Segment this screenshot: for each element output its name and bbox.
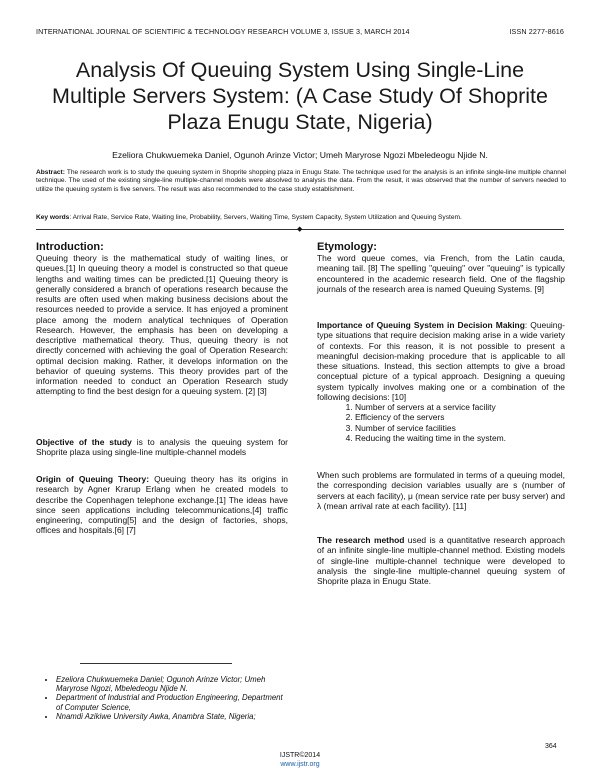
abstract: [36, 169, 566, 194]
research-method-text: used is a quantitative research approach of an infinite single-line multiple-channel method. Existing models of single-line multiple-channel technique were developed to analysis the single-line multiple-channel queuing system of Shoprite plaza in Enugu State.: [317, 535, 565, 586]
keywords-label: Key words: [36, 214, 70, 221]
research-method-paragraph: [317, 535, 565, 586]
paper-title: Analysis Of Queuing System Using Single-Line Multiple Servers System: (A Case Study Of Shoprite Plaza Enugu State, Nigeria): [52, 58, 548, 134]
objective-label: Objective of the study: [36, 437, 132, 447]
footer-link[interactable]: www.ijstr.org: [280, 761, 320, 768]
list-item: 4. Reducing the waiting time in the system.: [355, 433, 565, 443]
footnote-item: • Nnamdi Azikiwe University Awka, Anambra State, Nigeria;: [56, 712, 286, 721]
keywords-text: : Arrival Rate, Service Rate, Waiting line, Probability, Servers, Waiting Time, System Capacity, System Utilization and Queuing System.: [69, 214, 462, 221]
origin-paragraph: [36, 474, 288, 536]
page-number: 364: [545, 743, 557, 750]
abstract-label: Abstract:: [36, 169, 65, 176]
footnote-rule: [80, 663, 232, 664]
research-method-label: The research method: [317, 535, 405, 545]
etymology-text: The word queue comes, via French, from the Latin cauda, meaning tail. [8] The spelling "queuing" over "queuing" is typically encountered in the academic research field. One of the flagship journals of the research area is named Queuing Systems. [9]: [317, 253, 565, 294]
introduction-text: Queuing theory is the mathematical study of waiting lines, or queues.[1] In queuing theory a model is constructed so that queue lengths and waiting times can be predicted.[1] Queuing theory is generally considered a branch of operations research because the results are often used when making business decisions about the resources needed to provide a service. It has enjoyed a prominent place among the modern analytical techniques of Operation Research. However, the emphasis has been on developing a descriptive mathematical theory. Thus, queuing theory is not directly concerned with achieving the goal of Operation Research: optimal decision making. Rather, it develops information on the behavior of queuing systems. This theory provides part of the information needed to conduct an Operation Research study attempting to find the best design for a queuing system. [2] [3]: [36, 253, 288, 397]
footer-copyright: IJSTR©2014: [279, 752, 321, 759]
list-item: 3. Number of service facilities: [355, 423, 565, 433]
running-header: [36, 27, 564, 36]
footnote-item: • Ezeliora Chukwuemeka Daniel; Ogunoh Arinze Victor; Umeh Maryrose Ngozi, Mbeledeogu Njide N.: [56, 675, 286, 693]
journal-name: INTERNATIONAL JOURNAL OF SCIENTIFIC & TECHNOLOGY RESEARCH VOLUME 3, ISSUE 3, MARCH 2014: [36, 27, 410, 36]
importance-text: : Queuing-type situations that require decision making arise in a wide variety of contexts. For this reason, it is not possible to present a meaningful decision-making procedure that is applicable to all these situations. Instead, this section attempts to give a broad conceptual picture of a typical approach. Designing a queuing system typically involves making one or a combination of the following decisions: [10]: [317, 320, 565, 402]
author-list: Ezeliora Chukwuemeka Daniel, Ogunoh Arinze Victor; Umeh Maryrose Ngozi Mbeledeogu Njide N.: [112, 150, 488, 160]
origin-text: Queuing theory has its origins in research by Agner Krarup Erlang when he created models to describe the Copenhagen telephone exchange.[1] The ideas have since seen applications including telecommunications,[4] traffic engineering, computing[5] and the design of factories, shops, offices and hospitals.[6] [7]: [36, 474, 288, 536]
introduction-heading: Introduction:: [36, 241, 104, 253]
importance-label: Importance of Queuing System in Decision Making: [317, 320, 525, 330]
origin-label: Origin of Queuing Theory:: [36, 474, 150, 484]
separator-diamond-icon: ◆: [297, 225, 303, 233]
objective-text: is to analysis the queuing system for Shoprite plaza using single-line multiple-channel models: [36, 437, 288, 458]
keywords: [36, 214, 566, 222]
list-item: 1. Number of servers at a service facility: [355, 402, 565, 412]
decision-list: [317, 402, 565, 443]
importance-paragraph: [317, 320, 565, 402]
footnote-item: • Department of Industrial and Production Engineering, Department of Computer Science,: [56, 693, 286, 711]
etymology-heading: Etymology:: [317, 241, 377, 253]
abstract-text: The research work is to study the queuing system in Shoprite shopping plaza in Enugu State. The technique used for the analysis is an infinite single-line multiple channel technique. The used of the existing single-line multiple-channel models were absolved to analysis the data. From the result, it was observed that the number of servers needed to utilize the queuing system is five servers. The result was also recommended to the case study establishment.: [36, 169, 566, 193]
author-footnotes: [36, 675, 286, 721]
list-item: 2. Efficiency of the servers: [355, 412, 565, 422]
issn: ISSN 2277-8616: [509, 27, 564, 36]
objective-paragraph: [36, 437, 288, 458]
decision-variables-text: When such problems are formulated in terms of a queuing model, the corresponding decision variables usually are s (number of servers at each facility), μ (mean service rate per busy server) and λ (mean arrival rate at each facility). [11]: [317, 470, 565, 511]
